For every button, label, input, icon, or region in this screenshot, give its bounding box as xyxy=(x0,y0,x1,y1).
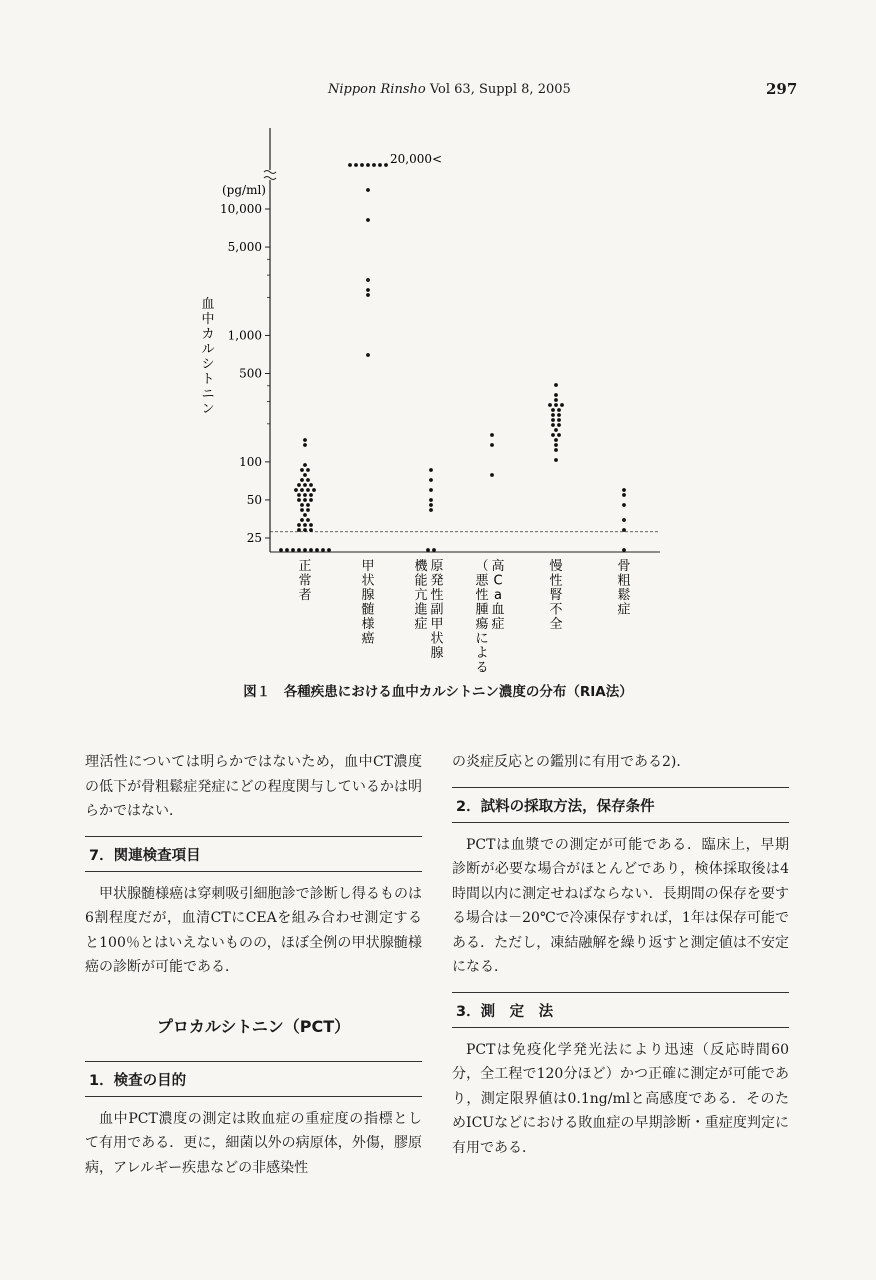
category-char: 性 xyxy=(475,588,489,603)
section-heading-3: 3．測 定 法 xyxy=(452,992,789,1028)
data-point xyxy=(306,468,310,472)
data-point xyxy=(300,518,304,522)
category-char: 症 xyxy=(491,617,505,632)
data-point xyxy=(303,438,307,442)
y-title-char: 中 xyxy=(201,312,215,327)
section-heading-7: 7．関連検査項目 xyxy=(85,836,422,872)
data-point xyxy=(490,433,494,437)
data-point xyxy=(622,548,626,552)
category-label xyxy=(549,558,562,632)
data-point xyxy=(300,488,304,492)
y-title-char: カ xyxy=(201,327,215,342)
category-label xyxy=(414,558,443,661)
category-label xyxy=(298,559,311,603)
data-point xyxy=(622,488,626,492)
section-heading-2: 2．試料の採取方法，保存条件 xyxy=(452,787,789,823)
data-point xyxy=(348,163,352,167)
category-label xyxy=(617,559,630,618)
data-point xyxy=(554,438,558,442)
data-point xyxy=(426,548,430,552)
y-tick-label: 50 xyxy=(246,492,262,507)
data-point xyxy=(303,528,307,532)
data-point xyxy=(366,188,370,192)
category-char: 原 xyxy=(430,559,444,574)
data-point xyxy=(378,163,382,167)
category-label xyxy=(361,559,374,647)
y-title-char: シ xyxy=(201,357,215,372)
category-char: 副 xyxy=(430,602,444,618)
data-point xyxy=(309,498,313,502)
y-title-char: 血 xyxy=(201,297,215,312)
data-point xyxy=(294,488,298,492)
data-point xyxy=(297,493,301,497)
category-char: C xyxy=(493,573,503,589)
category-char: 腺 xyxy=(430,646,444,661)
data-point xyxy=(622,503,626,507)
category-char: 機 xyxy=(414,559,428,574)
category-char: 甲 xyxy=(361,559,375,574)
y-title-char: ン xyxy=(201,402,215,417)
y-tick-label: 25 xyxy=(246,531,262,545)
data-point xyxy=(551,408,555,412)
data-point xyxy=(366,278,370,282)
data-point xyxy=(303,548,307,552)
category-char: 腫 xyxy=(475,602,489,618)
data-point xyxy=(300,508,304,512)
data-point xyxy=(303,473,307,477)
y-axis xyxy=(264,128,660,552)
data-point xyxy=(309,493,313,497)
data-point xyxy=(321,548,325,552)
section-heading-1: 1．検査の目的 xyxy=(85,1061,422,1097)
data-point xyxy=(429,503,433,507)
category-char: 進 xyxy=(414,602,428,618)
data-point xyxy=(554,393,558,397)
y-tick-label: 100 xyxy=(239,454,262,469)
data-point xyxy=(551,433,555,437)
data-point xyxy=(384,163,388,167)
data-point xyxy=(557,433,561,437)
right-paragraph-3: PCTは免疫化学発光法により迅速（反応時間60分，全工程で120分ほど）かつ正確に測定が可能であり，測定限界値は0.1ng/mlと高感度である．そのためICUなどにおける敗血症の早期診断・重症度判定に有用である． xyxy=(452,1041,789,1156)
data-point xyxy=(429,508,433,512)
category-char: 不 xyxy=(549,602,563,618)
category-labels xyxy=(298,558,630,675)
right-paragraph-1: の炎症反応との鑑別に有用である2)． xyxy=(452,754,691,770)
data-point xyxy=(306,508,310,512)
left-paragraph-1: 理活性については明らかではないため，血中CT濃度の低下が骨粗鬆症発症にどの程度関与しているかは明らかではない． xyxy=(85,754,422,819)
pct-title: プロカルシトニン（PCT） xyxy=(156,1016,351,1036)
category-char: 発 xyxy=(430,573,444,589)
data-point xyxy=(306,488,310,492)
data-point xyxy=(312,488,316,492)
data-point xyxy=(297,548,301,552)
data-point xyxy=(291,548,295,552)
data-point xyxy=(327,548,331,552)
y-tick-label: 10,000 xyxy=(220,202,262,216)
left-paragraph-2: 甲状腺髄様癌は穿刺吸引細胞診で診断し得るものは6割程度だが，血清CTにCEAを組み合わせ測定すると100％とはいえないものの，ほぼ全例の甲状腺髄様癌の診断が可能である． xyxy=(85,885,422,975)
data-point xyxy=(306,518,310,522)
category-char: 症 xyxy=(617,602,631,618)
category-char: 常 xyxy=(298,573,312,589)
data-point xyxy=(279,548,283,552)
data-point xyxy=(372,163,376,167)
data-point xyxy=(297,528,301,532)
data-point xyxy=(557,423,561,427)
data-point xyxy=(551,413,555,417)
data-point xyxy=(300,478,304,482)
data-point xyxy=(429,478,433,482)
data-point xyxy=(366,353,370,357)
category-char: 瘍 xyxy=(475,617,489,632)
data-point xyxy=(309,483,313,487)
category-char: 腺 xyxy=(361,588,375,603)
category-char: 能 xyxy=(414,573,428,589)
data-point xyxy=(429,498,433,502)
data-point xyxy=(366,163,370,167)
overflow-label: 20,000< xyxy=(390,152,443,166)
category-char: 亢 xyxy=(414,588,428,603)
left-column xyxy=(85,750,422,1180)
data-point xyxy=(554,448,558,452)
journal-citation: Nippon Rinsho Vol 63, Suppl 8, 2005 xyxy=(328,82,571,97)
data-point xyxy=(554,443,558,447)
left-paragraph-3: 血中PCT濃度の測定は敗血症の重症度の指標として有用である．更に，細菌以外の病原体，外傷，膠原病，アレルギー疾患などの非感染性 xyxy=(85,1110,422,1176)
data-points xyxy=(279,163,626,552)
data-point xyxy=(354,163,358,167)
page-number: 297 xyxy=(766,80,798,98)
category-char: 髄 xyxy=(361,602,375,618)
category-char: 鬆 xyxy=(617,588,631,603)
category-char: 様 xyxy=(361,617,375,632)
data-point xyxy=(303,498,307,502)
data-point xyxy=(303,443,307,447)
data-point xyxy=(306,503,310,507)
category-char: 血 xyxy=(491,602,505,618)
category-char: 全 xyxy=(549,617,563,632)
data-point xyxy=(429,468,433,472)
category-char: る xyxy=(475,660,489,675)
data-point xyxy=(309,523,313,527)
data-point xyxy=(622,493,626,497)
data-point xyxy=(557,408,561,412)
right-paragraph-2: PCTは血漿での測定が可能である．臨床上，早期診断が必要な場合がほとんどであり，検体採取後は4時間以内に測定せねばならない．長期間の保存を要する場合は－20℃で冷凍保存すれば，1年は保存可能である．ただし，凍結融解を繰り返すと測定値は不安定になる． xyxy=(452,836,789,975)
data-point xyxy=(554,398,558,402)
data-point xyxy=(548,403,552,407)
y-title-char: ル xyxy=(201,342,215,357)
data-point xyxy=(306,478,310,482)
category-char: 悪 xyxy=(475,573,489,589)
y-title-char: ニ xyxy=(201,387,215,402)
data-point xyxy=(554,383,558,387)
category-char: 性 xyxy=(549,573,563,589)
category-char: 高 xyxy=(491,559,505,574)
data-point xyxy=(285,548,289,552)
figure-caption: 図１ 各種疾患における血中カルシトニン濃度の分布（RIA法） xyxy=(243,684,633,700)
category-char: 状 xyxy=(361,573,375,589)
data-point xyxy=(360,163,364,167)
category-char: 正 xyxy=(298,559,312,574)
data-point xyxy=(490,473,494,477)
data-point xyxy=(297,523,301,527)
category-char: 性 xyxy=(430,588,444,603)
category-char: に xyxy=(475,631,489,647)
data-point xyxy=(366,218,370,222)
data-point xyxy=(366,288,370,292)
data-point xyxy=(300,503,304,507)
category-char: 癌 xyxy=(361,631,375,647)
category-char: a xyxy=(494,588,502,603)
data-point xyxy=(432,548,436,552)
category-char: 骨 xyxy=(617,559,631,574)
data-point xyxy=(303,523,307,527)
category-char: 者 xyxy=(298,588,312,603)
y-tick-label: 500 xyxy=(239,366,262,381)
data-point xyxy=(557,418,561,422)
data-point xyxy=(303,463,307,467)
y-title-char: ト xyxy=(201,372,215,387)
data-point xyxy=(551,418,555,422)
data-point xyxy=(303,493,307,497)
y-tick-label: 1,000 xyxy=(227,328,262,343)
data-point xyxy=(303,513,307,517)
data-point xyxy=(557,413,561,417)
data-point xyxy=(366,293,370,297)
y-unit-label: (pg/ml) xyxy=(222,183,266,197)
y-ticks xyxy=(220,202,270,545)
data-point xyxy=(297,498,301,502)
data-point xyxy=(551,423,555,427)
category-char: 状 xyxy=(430,631,444,647)
category-char: 腎 xyxy=(549,588,563,603)
axis-break-icon xyxy=(264,171,276,180)
data-point xyxy=(554,458,558,462)
y-tick-label: 5,000 xyxy=(227,240,262,255)
category-label xyxy=(475,558,504,675)
data-point xyxy=(315,548,319,552)
category-char: 慢 xyxy=(549,559,563,574)
category-char: 粗 xyxy=(617,573,631,589)
data-point xyxy=(429,488,433,492)
data-point xyxy=(554,428,558,432)
data-point xyxy=(560,403,564,407)
data-point xyxy=(490,443,494,447)
data-point xyxy=(622,518,626,522)
category-char: 甲 xyxy=(430,617,444,632)
data-point xyxy=(622,528,626,532)
category-char: （ xyxy=(475,559,489,574)
data-point xyxy=(554,403,558,407)
data-point xyxy=(309,548,313,552)
y-axis-title xyxy=(201,297,214,417)
data-point xyxy=(309,528,313,532)
data-point xyxy=(303,483,307,487)
right-column xyxy=(452,750,789,1160)
data-point xyxy=(297,483,301,487)
category-char: 症 xyxy=(414,617,428,632)
data-point xyxy=(300,468,304,472)
category-char: よ xyxy=(475,646,489,661)
